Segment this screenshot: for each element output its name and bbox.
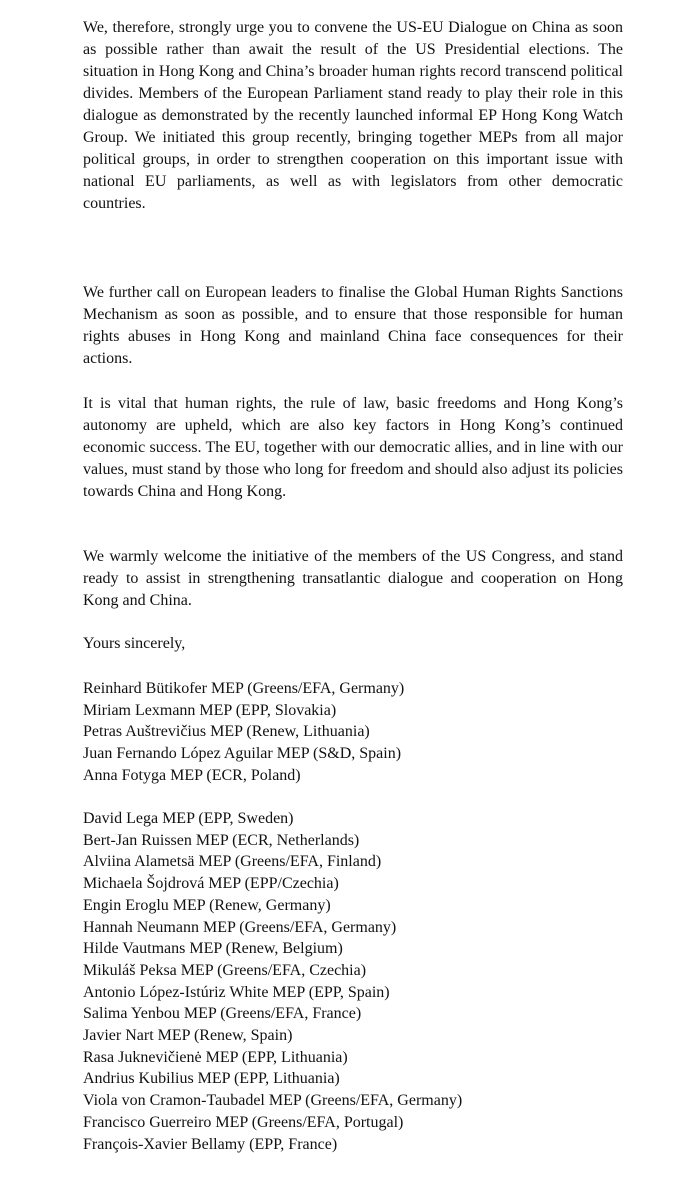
signatories-list-additional <box>83 808 643 1155</box>
signatory: Alviina Alametsä MEP (Greens/EFA, Finland) <box>83 853 382 871</box>
signatory: Francisco Guerreiro MEP (Greens/EFA, Portugal) <box>83 1113 404 1131</box>
signatory: Andrius Kubilius MEP (EPP, Lithuania) <box>83 1070 340 1088</box>
signatory: Reinhard Bütikofer MEP (Greens/EFA, Germany) <box>83 680 405 697</box>
signatory: Michaela Šojdrová MEP (EPP/Czechia) <box>83 875 339 893</box>
closing-salutation: Yours sincerely, <box>83 635 186 652</box>
signatory: Engin Eroglu MEP (Renew, Germany) <box>83 896 331 914</box>
signatory: Salima Yenbou MEP (Greens/EFA, France) <box>83 1005 362 1023</box>
signatory: Petras Auštrevičius MEP (Renew, Lithuania) <box>83 723 370 741</box>
paragraph-human-rights: It is vital that human rights, the rule of law, basic freedoms and Hong Kong’s autonomy are upheld, which are also key factors in Hong Kong’s continued economic success. The EU, together with our democratic allies, and in line with our values, must stand by those who long for freedom and should also adjust its policies towards China and Hong Kong. <box>83 395 623 500</box>
signatory: Anna Fotyga MEP (ECR, Poland) <box>83 766 301 784</box>
signatory: Hannah Neumann MEP (Greens/EFA, Germany) <box>83 918 397 936</box>
signatory: François-Xavier Bellamy (EPP, France) <box>83 1135 338 1153</box>
signatory: David Lega MEP (EPP, Sweden) <box>83 810 294 827</box>
signatory: Rasa Juknevičienė MEP (EPP, Lithuania) <box>83 1048 348 1066</box>
signatory: Juan Fernando López Aguilar MEP (S&D, Spain) <box>83 745 402 763</box>
signatory: Hilde Vautmans MEP (Renew, Belgium) <box>83 940 343 958</box>
signatory: Miriam Lexmann MEP (EPP, Slovakia) <box>83 701 337 719</box>
signatory: Javier Nart MEP (Renew, Spain) <box>83 1027 293 1045</box>
signatory: Bert-Jan Ruissen MEP (ECR, Netherlands) <box>83 831 360 849</box>
paragraph-urge-dialogue: We, therefore, strongly urge you to convene the US-EU Dialogue on China as soon as possible rather than await the result of the US Presidential elections. The situation in Hong Kong and China’s broader human rights record transcend political divides. Members of the European Parliament stand ready to play their role in this dialogue as demonstrated by the recently launched informal EP Hong Kong Watch Group. We initiated this group recently, bringing together MEPs from all major political groups, in order to strengthen cooperation on this important issue with national EU parliaments, as well as with legislators from other democratic countries. <box>83 19 623 212</box>
paragraph-sanctions-mechanism: We further call on European leaders to finalise the Global Human Rights Sanctions Mechanism as soon as possible, and to ensure that those responsible for human rights abuses in Hong Kong and mainland China face consequences for their actions. <box>83 284 623 367</box>
paragraph-welcome-initiative: We warmly welcome the initiative of the members of the US Congress, and stand ready to assist in strengthening transatlantic dialogue and cooperation on Hong Kong and China. <box>83 548 623 609</box>
signatory: Mikuláš Peksa MEP (Greens/EFA, Czechia) <box>83 961 367 979</box>
signatory: Viola von Cramon-Taubadel MEP (Greens/EFA, Germany) <box>83 1092 463 1110</box>
signatories-list-primary <box>83 678 643 787</box>
signatory: Antonio López-Istúriz White MEP (EPP, Spain) <box>83 983 390 1001</box>
